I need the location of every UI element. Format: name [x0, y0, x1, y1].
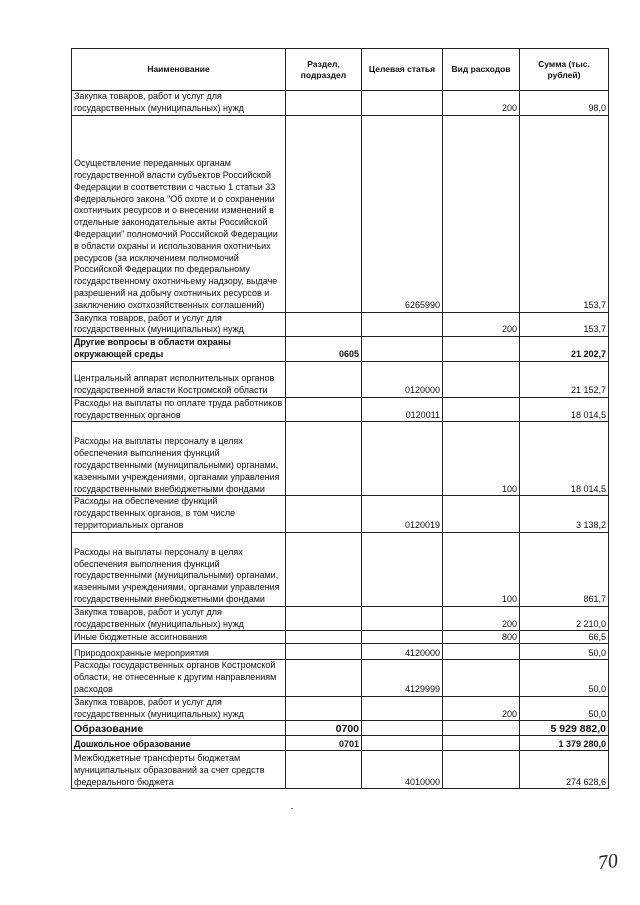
row-name-cell: Расходы на выплаты персоналу в целях обеспечения выполнения функций государственными (муниципальными) органами, казенными учреждениями, органами управления государственными внебюджетными фондами [72, 422, 286, 496]
row-section-cell [286, 751, 362, 789]
row-type-cell [443, 660, 520, 696]
table-row [72, 644, 609, 660]
row-type-cell [443, 115, 520, 312]
row-type-cell [443, 721, 520, 736]
row-type-cell: 200 [443, 696, 520, 721]
row-section-cell [286, 115, 362, 312]
row-type-cell: 200 [443, 606, 520, 631]
row-target-cell [362, 631, 443, 644]
row-section-cell [286, 696, 362, 721]
row-type-cell: 100 [443, 422, 520, 496]
row-type-cell [443, 736, 520, 751]
row-type-cell [443, 361, 520, 397]
row-section-cell [286, 422, 362, 496]
table-row [72, 115, 609, 312]
table-row [72, 337, 609, 362]
row-sum-cell: 3 138,2 [520, 496, 609, 532]
row-section-cell [286, 631, 362, 644]
row-target-cell: 4010000 [362, 751, 443, 789]
row-sum-cell: 861,7 [520, 532, 609, 606]
row-target-cell [362, 721, 443, 736]
table-row [72, 397, 609, 422]
row-sum-cell: 5 929 882,0 [520, 721, 609, 736]
header-name: Наименование [72, 49, 286, 91]
table-row [72, 751, 609, 789]
row-target-cell [362, 736, 443, 751]
table-row [72, 361, 609, 397]
row-name-cell: Межбюджетные трансферты бюджетам муниципальных образований за счет средств федерального бюджета [72, 751, 286, 789]
row-section-cell [286, 660, 362, 696]
row-section-cell [286, 312, 362, 337]
row-name-cell: Природоохранные мероприятия [72, 644, 286, 660]
row-sum-cell: 1 379 280,0 [520, 736, 609, 751]
row-name-cell: Расходы на выплаты по оплате труда работников государственных органов [72, 397, 286, 422]
table-row [72, 532, 609, 606]
table-row [72, 631, 609, 644]
row-name-cell: Образование [72, 721, 286, 736]
row-target-cell [362, 91, 443, 116]
row-section-cell [286, 532, 362, 606]
row-sum-cell: 18 014,5 [520, 397, 609, 422]
row-target-cell [362, 422, 443, 496]
row-target-cell [362, 532, 443, 606]
header-section: Раздел, подраздел [286, 49, 362, 91]
row-sum-cell: 2 210,0 [520, 606, 609, 631]
header-sum: Сумма (тыс. рублей) [520, 49, 609, 91]
row-section-cell: 0700 [286, 721, 362, 736]
row-target-cell: 4120000 [362, 644, 443, 660]
table-row [72, 606, 609, 631]
row-name-cell: Расходы на выплаты персоналу в целях обеспечения выполнения функций государственными (муниципальными) органами, казенными учреждениями, органами управления государственными внебюджетными фондами [72, 532, 286, 606]
budget-table [71, 48, 609, 789]
row-name-cell: Расходы на обеспечение функций государственных органов, в том числе территориальных органов [72, 496, 286, 532]
row-name-cell: Закупка товаров, работ и услуг для государственных (муниципальных) нужд [72, 312, 286, 337]
row-section-cell: 0605 [286, 337, 362, 362]
row-name-cell: Закупка товаров, работ и услуг для государственных (муниципальных) нужд [72, 696, 286, 721]
row-section-cell [286, 496, 362, 532]
row-target-cell: 0120019 [362, 496, 443, 532]
row-target-cell [362, 312, 443, 337]
table-row [72, 91, 609, 116]
row-section-cell [286, 361, 362, 397]
row-type-cell: 200 [443, 312, 520, 337]
row-type-cell: 800 [443, 631, 520, 644]
row-name-cell: Закупка товаров, работ и услуг для государственных (муниципальных) нужд [72, 606, 286, 631]
row-sum-cell: 153,7 [520, 312, 609, 337]
table-row [72, 736, 609, 751]
row-type-cell [443, 751, 520, 789]
row-name-cell: Другие вопросы в области охраны окружающей среды [72, 337, 286, 362]
row-name-cell: Дошкольное образование [72, 736, 286, 751]
row-name-cell: Осуществление переданных органам государственной власти субъектов Российской Федерации в соответствии с частью 1 статьи 33 Федерального закона "Об охоте и о сохранении охотничьих ресурсов и о внесении изменений в отдельные законодательные акты Российской Федерации" полномочий Российской Федерации в области охраны и использования охотничьих ресурсов (за исключением полномочий Российской Федерации по федеральному государственному охотничьему надзору, выдаче разрешений на добычу охотничьих ресурсов и заключению охотхозяйственных соглашений) [72, 115, 286, 312]
row-target-cell: 6265990 [362, 115, 443, 312]
row-sum-cell: 18 014,5 [520, 422, 609, 496]
row-sum-cell: 21 152,7 [520, 361, 609, 397]
scan-speck [291, 808, 293, 809]
row-name-cell: Центральный аппарат исполнительных органов государственной власти Костромской области [72, 361, 286, 397]
row-name-cell: Расходы государственных органов Костромской области, не отнесенные к другим направлениям расходов [72, 660, 286, 696]
row-section-cell [286, 397, 362, 422]
row-sum-cell: 66,5 [520, 631, 609, 644]
row-name-cell: Закупка товаров, работ и услуг для государственных (муниципальных) нужд [72, 91, 286, 116]
row-type-cell [443, 397, 520, 422]
row-sum-cell: 274 628,6 [520, 751, 609, 789]
row-target-cell: 0120011 [362, 397, 443, 422]
table-row [72, 660, 609, 696]
row-sum-cell: 98,0 [520, 91, 609, 116]
row-target-cell: 4129999 [362, 660, 443, 696]
row-target-cell [362, 606, 443, 631]
row-sum-cell: 21 202,7 [520, 337, 609, 362]
row-section-cell [286, 606, 362, 631]
row-section-cell [286, 91, 362, 116]
row-type-cell [443, 337, 520, 362]
row-target-cell [362, 696, 443, 721]
header-type: Вид расходов [443, 49, 520, 91]
row-sum-cell: 50,0 [520, 644, 609, 660]
table-header-row [72, 49, 609, 91]
row-target-cell: 0120000 [362, 361, 443, 397]
page-number: 70 [596, 849, 620, 875]
table-row [72, 696, 609, 721]
table-row [72, 312, 609, 337]
row-type-cell: 100 [443, 532, 520, 606]
row-sum-cell: 50,0 [520, 660, 609, 696]
row-type-cell [443, 644, 520, 660]
table-row [72, 422, 609, 496]
table-row [72, 721, 609, 736]
row-sum-cell: 153,7 [520, 115, 609, 312]
row-section-cell: 0701 [286, 736, 362, 751]
row-type-cell [443, 496, 520, 532]
table-row [72, 496, 609, 532]
row-section-cell [286, 644, 362, 660]
row-type-cell: 200 [443, 91, 520, 116]
row-name-cell: Иные бюджетные ассигнования [72, 631, 286, 644]
header-target: Целевая статья [362, 49, 443, 91]
row-target-cell [362, 337, 443, 362]
row-sum-cell: 50,0 [520, 696, 609, 721]
